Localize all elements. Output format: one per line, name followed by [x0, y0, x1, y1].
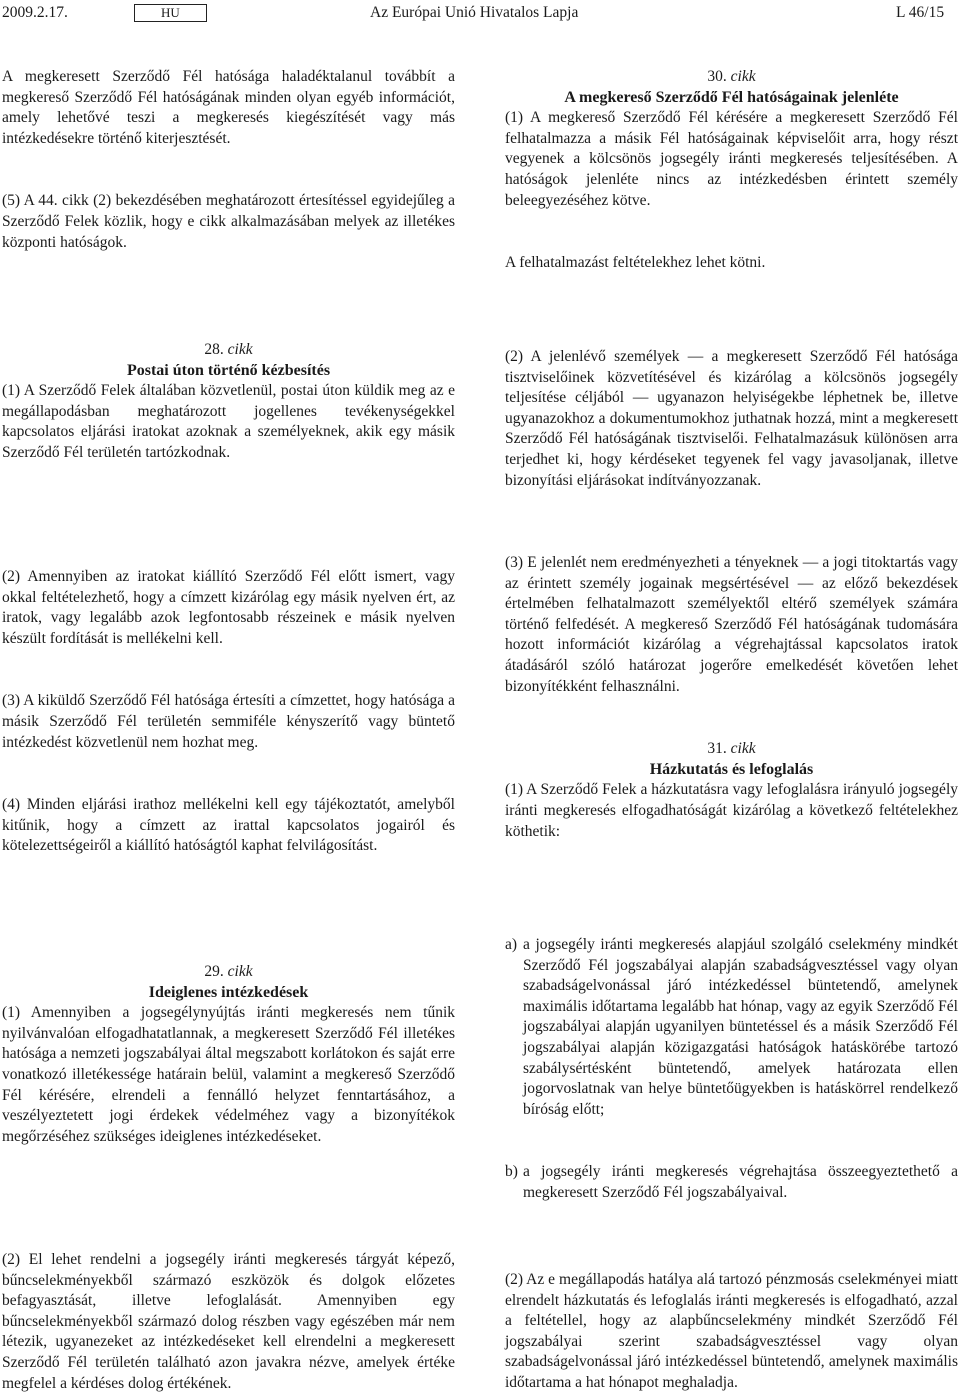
right-block-5	[505, 1270, 958, 1394]
journal-title: Az Európai Unió Hivatalos Lapja	[370, 4, 579, 21]
list-text: a jogsegély iránti megkeresés végrehajtása összeegyeztethető a megkeresett Szerződő Fél jogszabályaival.	[523, 1163, 958, 1201]
header-date: 2009.2.17.	[2, 4, 68, 21]
paragraph: A felhatalmazást feltételekhez lehet kötni.	[505, 254, 766, 272]
left-block-5	[2, 1250, 455, 1394]
paragraph: (3) E jelenlét nem eredményezheti a tényeknek — a jogi titoktartás vagy az érintett személy jogainak megsértésével — az előző bekezdések értelmében felhatalmazott személyektől eltérő személyek számára történő felfedését. A megkereső Szerződő Fél hatóságának tudomására hozott információt kizárólag a végrehajtással kapcsolatos iratok átadásáról szóló határozat jogerőre emelkedését követően lehet bizonyítékként felhasználni.	[505, 554, 958, 695]
right-block-2	[505, 347, 958, 491]
page-header	[0, 0, 960, 30]
left-block-1	[2, 67, 455, 253]
paragraph: (5) A 44. cikk (2) bekezdésében meghatározott értesítéssel egyidejűleg a Szerződő Felek közlik, hogy e cikk alkalmazásában melyek az illetékes központi hatóságok.	[2, 192, 455, 251]
right-block-3	[505, 553, 958, 842]
left-block-3	[2, 567, 455, 857]
right-block-4	[505, 935, 958, 1204]
list-item	[505, 935, 958, 1120]
article-title: Postai úton történő kézbesítés	[126, 361, 331, 379]
article-title: A megkereső Szerződő Fél hatóságainak jelenléte	[564, 88, 899, 106]
list-text: a jogsegély iránti megkeresés alapjául szolgáló cselekmény mindkét Szerződő Fél jogszabályai alapján szabadságvesztéssel vagy olyan szabadságelvonással járó intézkedéssel büntetendő, amelynek maximális időtartama legalább hat hónap, vagy az egyik Szerződő Fél jogszabályai alapján ugyanilyen büntetéssel és a másik Szerződő Fél jogszabályai alapján közigazgatási hatóságok hatáskörébe tartozó szabálysértésként büntetendő, amelyek határozata ellen jogorvoslatnak van helye büntetőügyekben is hatáskörrel rendelkező bíróság előtt;	[523, 936, 958, 1118]
article-number: 31. cikk	[707, 740, 756, 758]
language-badge: HU	[134, 4, 207, 22]
list-label: b)	[505, 1163, 518, 1181]
paragraph: (4) Minden eljárási irathoz mellékelni kell egy tájékoztatót, amelyből kitűnik, hogy a címzett az irattal kapcsolatos jogairól és kötelezettségeiről a kiállító hatóságtól kaphat felvilágosítást.	[2, 796, 455, 855]
paragraph: (3) A kiküldő Szerződő Fél hatósága értesíti a címzettet, hogy hatósága a másik Szerződő Fél területén semmiféle kényszerítő vagy büntető intézkedést közvetlenül nem hozhat meg.	[2, 692, 455, 751]
article-number: 29. cikk	[204, 963, 253, 980]
page-number: L 46/15	[896, 4, 945, 21]
article-number: 30. cikk	[707, 68, 756, 85]
article-title: Ideiglenes intézkedések	[148, 983, 309, 1001]
paragraph: (1) A Szerződő Felek a házkutatásra vagy lefoglalásra irányuló jogsegély iránti megkeresés elfogadhatóságát kizárólag a következő feltételekhez köthetik:	[505, 781, 958, 840]
paragraph: A megkeresett Szerződő Fél hatósága haladéktalanul továbbít a megkereső Szerződő Fél hatóságának minden olyan egyéb információt, amely lehetővé teszi a megkeresés kiegészítését vagy más intézkedésekre történő kiterjesztését.	[2, 68, 455, 147]
paragraph: (2) Amennyiben az iratokat kiállító Szerződő Fél előtt ismert, vagy okkal feltételezhető, hogy a címzett kizárólag egy másik nyelven ért, az iratok, vagy legalább azok legfontosabb részeinek e másik nyelven készült fordítását is mellékelni kell.	[2, 568, 455, 647]
paragraph: (1) Amennyiben a jogsegélynyújtás iránti megkeresés nem tűnik nyilvánvalóan elfogadhatatlannak, a megkeresett Szerződő Fél illetékes hatósága a nemzeti jogszabályai által megszabott korlátokon és saját erre vonatkozó illetékessége határain belül, valamint a megkereső Szerződő Fél kérésére, elrendeli a fennálló helyzet fenntartásához, a veszélyeztetett jogi érdekek védelméhez vagy a bizonyítékok megőrzéséhez szükséges ideiglenes intézkedéseket.	[2, 1004, 455, 1145]
paragraph: (2) A jelenlévő személyek — a megkeresett Szerződő Fél hatósága tisztviselőinek közvetítésével és kizárólag a kölcsönös jogsegély teljesítése céljából — ugyanazon helyiségekbe léphetnek be, illetve ugyanazokhoz a dokumentumokhoz juthatnak hozzá, mint a megkeresett Szerződő Fél hatóságának tisztviselői. Felhatalmazásuk különösen arra terjedhet ki, hogy kérdéseket tegyenek fel vagy javasoljanak, illetve bizonyítási eljárásokat indítványozzanak.	[505, 348, 958, 489]
article-number: 28. cikk	[204, 341, 253, 358]
list-item	[505, 1162, 958, 1203]
paragraph: (2) Az e megállapodás hatálya alá tartozó pénzmosás cselekményei miatt elrendelt házkutatás és lefoglalás iránti megkeresés is elfogadható, azzal a feltétellel, hogy az alapbűncselekmény mindkét Szerződő Fél jogszabályai szerint szabadságvesztéssel vagy olyan szabadságelvonással járó intézkedéssel büntetendő, amelynek maximális időtartama a hat hónapot meghaladja.	[505, 1271, 958, 1391]
article-30	[505, 67, 958, 274]
paragraph: (2) El lehet rendelni a jogsegély iránti megkeresés tárgyát képező, bűncselekményekből származó eszközök és dolgok előzetes befagyasztását, illetve lefoglalását. Amennyiben egy bűncselekményekből származó dolog részben vagy egészében már nem létezik, ugyanezeket az intézkedéseket kell elrendelni a megkeresett Szerződő Fél területén található azon javakra nézve, amelyek értéke megfelel a kérdéses dolog értékének.	[2, 1251, 455, 1392]
article-28	[2, 340, 455, 464]
paragraph: (1) A Szerződő Felek általában közvetlenül, postai úton küldik meg az e megállapodásban meghatározott jogellenes tevékenységekkel kapcsolatos eljárási iratokat azoknak a személyeknek, akik egy másik Szerződő Fél területén tartózkodnak.	[2, 382, 455, 461]
paragraph: (1) A megkereső Szerződő Fél kérésére a megkeresett Szerződő Fél felhatalmazza a másik Fél hatóságainak képviselőit arra, hogy részt vegyenek a kölcsönös jogsegély iránti megkeresés teljesítésében. A hatóságok jelenléte nincs az intézkedésben érintett személy beleegyezéséhez kötve.	[505, 109, 958, 209]
article-29	[2, 962, 455, 1147]
article-title: Házkutatás és lefoglalás	[649, 760, 814, 778]
list-label: a)	[505, 936, 518, 953]
